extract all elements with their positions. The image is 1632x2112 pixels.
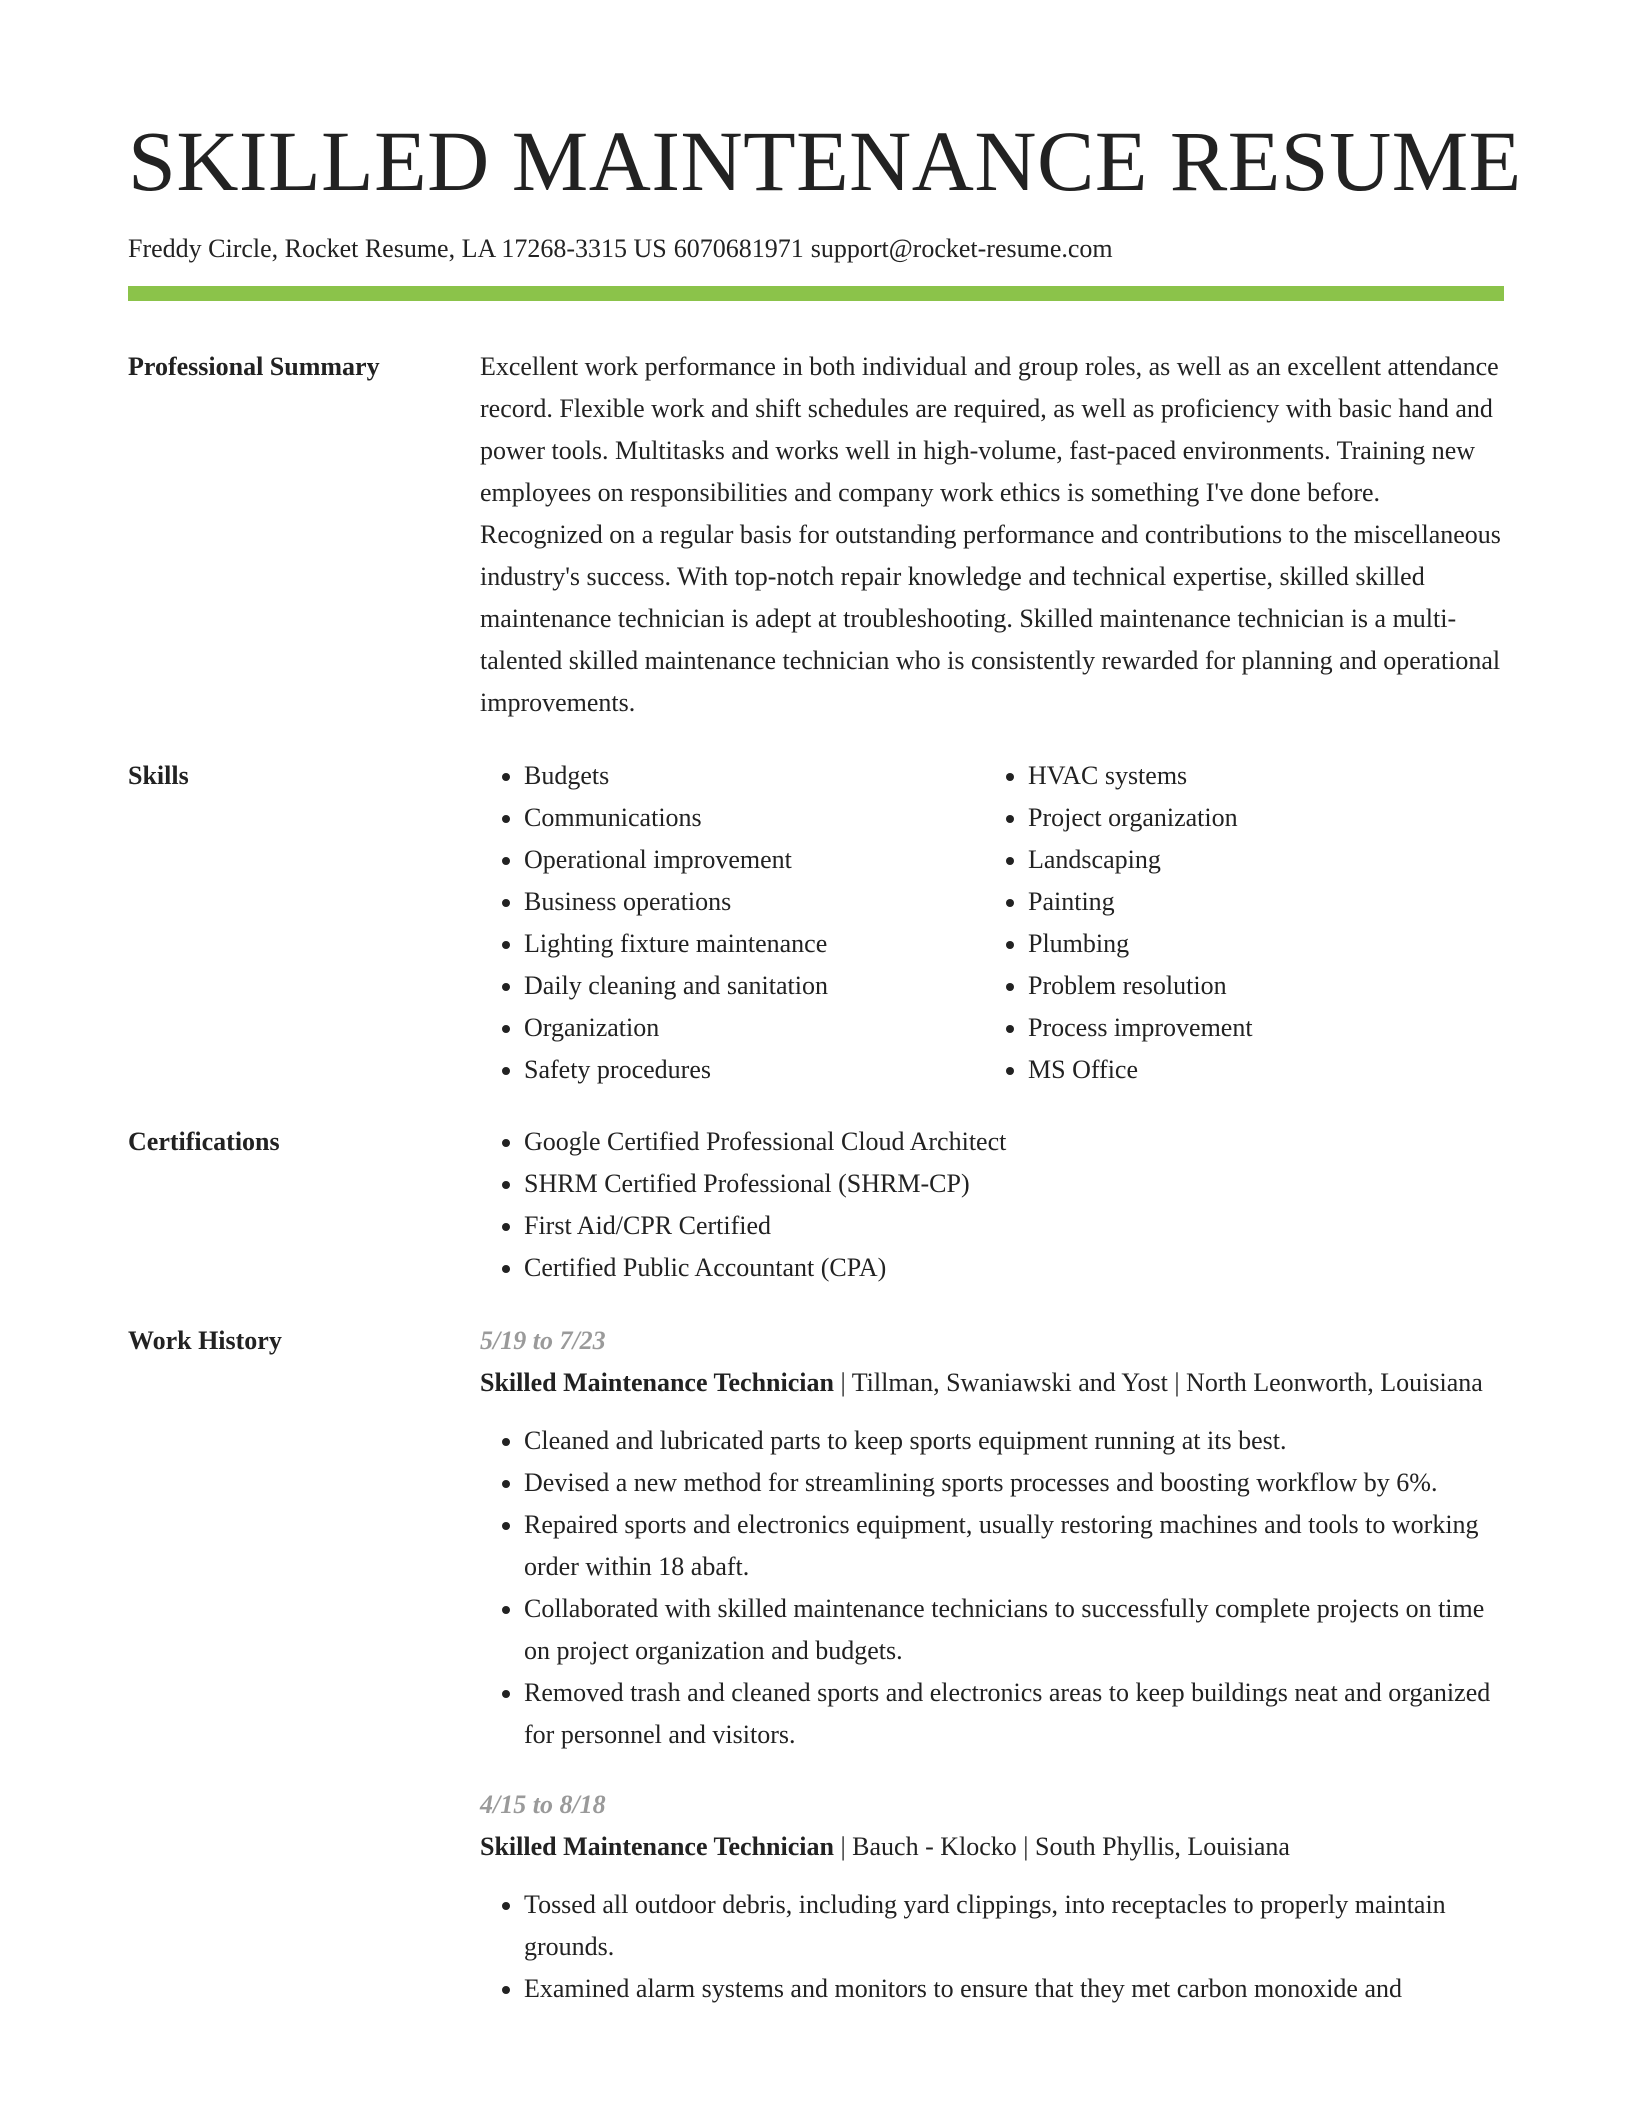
contact-email: support@rocket-resume.com: [810, 234, 1113, 263]
skill-item: • Landscaping: [1028, 839, 1488, 881]
job-entry: [480, 1320, 1504, 1756]
job-dates: 5/19 to 7/23: [480, 1326, 606, 1355]
skill-item: • Budgets: [524, 755, 984, 797]
skill-item: • Painting: [1028, 881, 1488, 923]
skill-item: • MS Office: [1028, 1049, 1488, 1091]
job-duty: • Removed trash and cleaned sports and electronics areas to keep buildings neat and organized for personnel and visitors.: [524, 1672, 1504, 1756]
skill-item: • Process improvement: [1028, 1007, 1488, 1049]
skills-heading: Skills: [128, 761, 189, 790]
certifications-body: [480, 1121, 1504, 1289]
work-history-heading: Work History: [128, 1326, 282, 1355]
job-duties-list: [480, 1884, 1504, 2010]
skills-body: [480, 755, 1504, 1091]
certification-item: • Google Certified Professional Cloud Architect: [524, 1121, 1504, 1163]
job-header: [480, 1362, 1504, 1404]
skill-item: • Plumbing: [1028, 923, 1488, 965]
job-duties-list: [480, 1420, 1504, 1756]
work-history-body: [480, 1320, 1504, 2038]
job-details: | Tillman, Swaniawski and Yost | North Leonworth, Louisiana: [833, 1368, 1483, 1397]
skill-item: • Project organization: [1028, 797, 1488, 839]
contact-line: [128, 233, 1113, 265]
skill-item: • Problem resolution: [1028, 965, 1488, 1007]
skill-item: • Operational improvement: [524, 839, 984, 881]
summary-heading: Professional Summary: [128, 352, 380, 381]
skill-item: • Safety procedures: [524, 1049, 984, 1091]
skill-item: • Communications: [524, 797, 984, 839]
job-duty: • Cleaned and lubricated parts to keep sports equipment running at its best.: [524, 1420, 1504, 1462]
skills-columns: [480, 755, 1504, 1091]
certifications-heading: Certifications: [128, 1127, 280, 1156]
job-entry: [480, 1784, 1504, 2010]
skill-item: • Organization: [524, 1007, 984, 1049]
job-duty: • Collaborated with skilled maintenance technicians to successfully complete projects on time on project organization and budgets.: [524, 1588, 1504, 1672]
certification-item: • First Aid/CPR Certified: [524, 1205, 1504, 1247]
job-title: Skilled Maintenance Technician: [480, 1368, 834, 1397]
job-duty: • Examined alarm systems and monitors to ensure that they met carbon monoxide and: [524, 1968, 1504, 2010]
certifications-list: [480, 1121, 1504, 1289]
skill-item: • HVAC systems: [1028, 755, 1488, 797]
job-title: Skilled Maintenance Technician: [480, 1832, 834, 1861]
skills-list-right: [984, 755, 1488, 1091]
job-details: | Bauch - Klocko | South Phyllis, Louisiana: [833, 1832, 1290, 1861]
contact-phone: 6070681971: [673, 234, 804, 263]
accent-divider: [128, 286, 1504, 301]
skills-list-left: [480, 755, 984, 1091]
job-duty: • Devised a new method for streamlining sports processes and boosting workflow by 6%.: [524, 1462, 1504, 1504]
job-duty: • Tossed all outdoor debris, including yard clippings, into receptacles to properly maintain grounds.: [524, 1884, 1504, 1968]
summary-text: Excellent work performance in both individual and group roles, as well as an excellent attendance record. Flexible work and shift schedules are required, as well as proficiency with basic hand and power tools. Multitasks and works well in high-volume, fast-paced environments. Training new employees on responsibilities and company work ethics is something I've done before. Recognized on a regular basis for outstanding performance and contributions to the miscellaneous industry's success. With top-notch repair knowledge and technical expertise, skilled skilled maintenance technician is adept at troubleshooting. Skilled maintenance technician is a multi-talented skilled maintenance technician who is consistently rewarded for planning and operational improvements.: [480, 352, 1501, 717]
job-duty: • Repaired sports and electronics equipment, usually restoring machines and tools to working order within 18 abaft.: [524, 1504, 1504, 1588]
skill-item: • Lighting fixture maintenance: [524, 923, 984, 965]
job-dates: 4/15 to 8/18: [480, 1790, 606, 1819]
skill-item: • Business operations: [524, 881, 984, 923]
skill-item: • Daily cleaning and sanitation: [524, 965, 984, 1007]
resume-title: SKILLED MAINTENANCE RESUME: [128, 113, 1522, 209]
job-header: [480, 1826, 1504, 1868]
summary-body: [480, 346, 1504, 724]
certification-item: • SHRM Certified Professional (SHRM-CP): [524, 1163, 1504, 1205]
certification-item: • Certified Public Accountant (CPA): [524, 1247, 1504, 1289]
contact-address: Freddy Circle, Rocket Resume, LA 17268-3315 US: [128, 234, 667, 263]
